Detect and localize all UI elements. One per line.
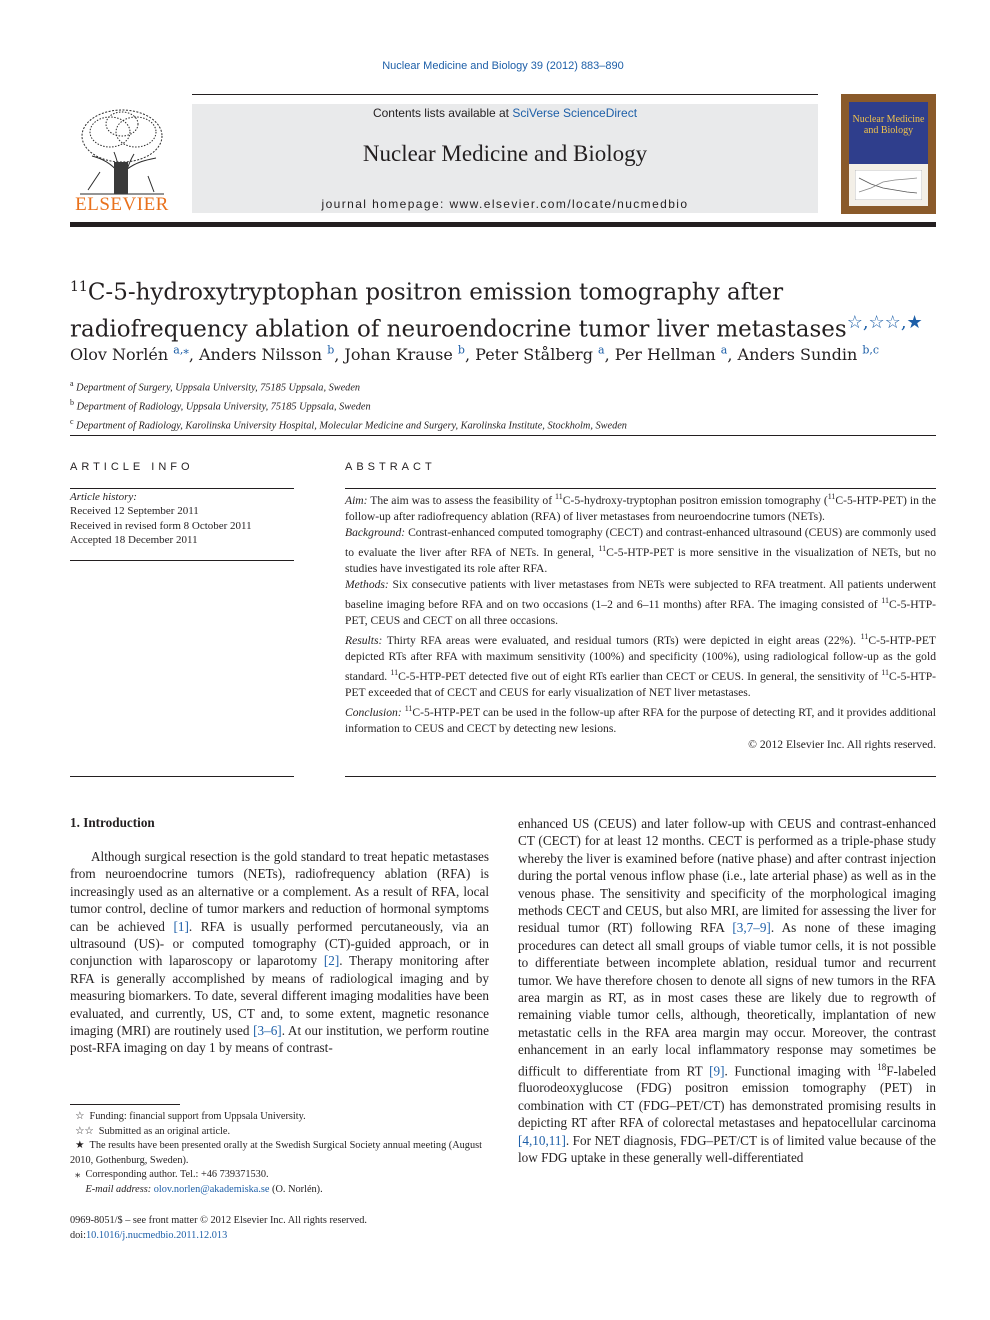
- intro-paragraph: Although surgical resection is the gold standard to treat hepatic metastases from neuroendocrine tumors (NETs), radiofrequency ablation (RFA) is increasingly used as an alternative or a complement. As a result of RFA, local tumor control, decline of tumor markers and reduction of hormonal symptoms can be achieved [1]. RFA is usually performed percutaneously, via an ultrasound (US)- or computed tomography (CT)-guided approach, or in conjunction with laparoscopy or laparotomy [2]. Therapy monitoring after RFA is generally accomplished by means of radiological imaging and by measuring biomarkers. To date, several different imaging modalities have been evaluated, and currently, US, CT and, to some extent, magnetic resonance imaging (MRI) are routinely used [3–6]. At our institution, we perform routine post-RFA imaging on day 1 by means of contrast-: [70, 849, 489, 1056]
- footnote-rule: [70, 1104, 180, 1105]
- front-matter: [70, 1214, 489, 1243]
- journal-title: Nuclear Medicine and Biology: [362, 141, 648, 166]
- introduction-heading: 1. Introduction: [70, 815, 155, 830]
- article-info-bottom-rule: [70, 560, 294, 561]
- body-column-right: [518, 815, 936, 1167]
- doi-link[interactable]: 10.1016/j.nucmedbio.2011.12.013: [86, 1229, 228, 1241]
- copyright-notice: © 2012 Elsevier Inc. All rights reserved.: [748, 738, 936, 752]
- title-isotope-superscript: 11: [70, 279, 88, 295]
- author-list: Olov Norlén $^{a,⁎}$, Anders Nilsson $^b$, Johan Krause $^b$, Peter Stålberg $^a$, Per Hellman $^a$, Anders Sundin $^{b,c}$: [70, 344, 880, 365]
- abstract-methods: Methods: Six consecutive patients with liver metastases from NETs were subjected to RFA treatment. All patients underwent baseline imaging before RFA and on two occasions (1–2 and 6–11 months) after RFA. The imaging consisted of $^{11}$C-5-HTP-PET, CEUS and CECT on all three occasions.: [345, 578, 936, 628]
- affiliation: $^c$ Department of Radiology, Karolinska University Hospital, Molecular Medicine and Surgery, Karolinska Institute, Stockholm, Sweden: [70, 416, 627, 432]
- contents-availability: [192, 106, 818, 120]
- footnote-presentation: ★ The results have been presented orally at the Swedish Surgical Society annual meeting (August 2010, Gothenburg, Sweden).: [70, 1140, 482, 1166]
- elsevier-wordmark: ELSEVIER: [75, 194, 169, 215]
- footnotes: [70, 1110, 489, 1197]
- abstract-conclusion: Conclusion: $^{11}$C-5-HTP-PET can be used in the follow-up after RFA for the purpose of detecting RT, and it provides additional information to CEUS and CECT by detecting new lesions.: [345, 704, 936, 736]
- abstract-heading: ABSTRACT: [345, 461, 436, 473]
- footnote-email: E-mail address: olov.norlen@akademiska.se (O. Norlén).: [85, 1183, 323, 1195]
- journal-reference[interactable]: Nuclear Medicine and Biology 39 (2012) 883–890: [382, 60, 624, 72]
- footnote-corresponding-author: ⁎ Corresponding author. Tel.: +46 739371530.: [75, 1169, 269, 1180]
- history-label: Article history:: [70, 491, 137, 503]
- title-footnote-stars[interactable]: ☆,☆☆,★: [846, 311, 923, 333]
- abstract-background: Background: Contrast-enhanced computed tomography (CECT) and contrast-enhanced ultrasound (CEUS) are commonly used to evaluate the liver after RFA of NETs. In general, $^{11}$C-5-HTP-PET is more sensitive in the visualization of NETs, but no studies have investigated its role after RFA.: [345, 526, 936, 576]
- article-info-rule: [70, 488, 294, 489]
- citation-link[interactable]: [2]: [323, 953, 340, 969]
- contents-prefix: Contents lists available at: [372, 106, 513, 120]
- header-thick-rule: [70, 222, 936, 227]
- author[interactable]: Peter Stålberg $^a$: [475, 344, 605, 365]
- intro-paragraph-continued: enhanced US (CEUS) and later follow-up with CEUS and contrast-enhanced CT (CECT) for at least 12 months. CECT is performed as a triple-phase study whereby the liver is examined before (native phase) and after contrast injection during the portal venous inflow phase (i.e., late arterial phase) as well as in the venous phase. The sensitivity and specificity of the morphological imaging methods CECT and CEUS, but also MRI, are limited for assessing the liver for residual tumor (RT) following RFA [3,7–9]. As none of these imaging procedures can detect all small groups of viable tumor cells, it is not possible to differentiate between incomplete ablation, residual tumor and recurrent tumor. We have therefore chosen to denote all signs of new tumors in the RFA area margin as RT, as in most cases these are likely due to regrowth of remaining viable tumor cells, although, theoretically, implantation of new metastatic cells in the RFA area margin may occur. Moreover, the contrast enhancement in an early local inflammatory response may sometimes be difficult to differentiate from RT [9]. Functional imaging with $^{18}$F-labeled fluorodeoxyglucose (FDG) positron emission tomography (PET) in combination with CT (FDG–PET/CT) has demonstrated promising results in depicting RT after RFA of colorectal metastases and hepatocellular carcinoma [4,10,11]. For NET diagnosis, FDG–PET/CT is of limited value because of the low FDG uptake in these generally well-differentiated: [518, 816, 936, 1166]
- abstract-end-rule: [345, 776, 936, 777]
- doi-line: doi:10.1016/j.nucmedbio.2011.12.013: [70, 1229, 228, 1241]
- affiliations: [70, 377, 936, 434]
- article-info-heading: ARTICLE INFO: [70, 461, 194, 473]
- body-column-left: [70, 848, 489, 1057]
- info-end-rule: [70, 776, 294, 777]
- footnote-submission: ☆☆ Submitted as an original article.: [75, 1125, 231, 1137]
- article-history: [70, 490, 294, 547]
- accepted-date: Accepted 18 December 2011: [70, 533, 198, 546]
- issn-line: 0969-8051/$ – see front matter © 2012 Elsevier Inc. All rights reserved.: [70, 1215, 367, 1226]
- cover-banner: [849, 102, 928, 164]
- abstract-results: Results: Thirty RFA areas were evaluated, and residual tumors (RTs) were depicted in eight areas (22%). $^{11}$C-5-HTP-PET depicted RTs after RFA with maximum sensitivity (100%) and specificity (100%), using radiological follow-up as the gold standard. $^{11}$C-5-HTP-PET detected five out of eight RTs earlier than CECT or CEUS. In general, the sensitivity of $^{11}$C-5-HTP-PET exceeded that of CECT and CEUS for early visualization of NET liver metastases.: [345, 632, 936, 700]
- cover-title: Nuclear Medicine and Biology: [852, 114, 925, 136]
- citation-link[interactable]: [3–6]: [253, 1023, 282, 1039]
- cover-page: [849, 102, 928, 206]
- author[interactable]: Anders Sundin $^{b,c}$: [737, 344, 880, 365]
- footnote-funding: ☆ Funding: financial support from Uppsala University.: [75, 1111, 306, 1122]
- title-block-rule: [70, 435, 936, 436]
- article-title: [70, 272, 936, 344]
- title-text: C-5-hydroxytryptophan positron emission tomography after radiofrequency ablation of neuroendocrine tumor liver metastases: [70, 279, 847, 343]
- revised-date: Received in revised form 8 October 2011: [70, 519, 252, 532]
- affiliation: $^b$ Department of Radiology, Uppsala University, 75185 Uppsala, Sweden: [70, 397, 371, 413]
- citation-link[interactable]: [4,10,11]: [518, 1132, 566, 1148]
- author[interactable]: Olov Norlén $^{a,⁎}$: [70, 344, 189, 365]
- masthead-top-rule: [192, 94, 818, 95]
- abstract-aim: Aim: The aim was to assess the feasibility of $^{11}$C-5-hydroxy-tryptophan positron emission tomography ($^{11}$C-5-HTP-PET) in the follow-up after radiofrequency ablation (RFA) of liver metastases from neuroendocrine tumors (NETs).: [345, 492, 936, 523]
- affiliation: $^a$ Department of Surgery, Uppsala University, 75185 Uppsala, Sweden: [70, 379, 361, 394]
- citation-link[interactable]: [9]: [709, 1063, 725, 1079]
- journal-cover-thumbnail[interactable]: [841, 94, 936, 214]
- author[interactable]: Johan Krause $^b$: [344, 344, 465, 365]
- author[interactable]: Per Hellman $^a$: [614, 344, 728, 365]
- author[interactable]: Anders Nilsson $^b$: [199, 344, 335, 365]
- email-link[interactable]: olov.norlen@akademiska.se: [153, 1183, 270, 1195]
- received-date: Received 12 September 2011: [70, 505, 199, 518]
- abstract-body: [345, 489, 936, 754]
- citation-link[interactable]: [3,7–9]: [732, 920, 771, 936]
- cover-graph-figure: [855, 170, 922, 200]
- sciencedirect-link[interactable]: SciVerse ScienceDirect: [512, 106, 638, 120]
- citation-link[interactable]: [1]: [173, 918, 189, 934]
- journal-homepage[interactable]: journal homepage: www.elsevier.com/locate/nucmedbio: [321, 197, 689, 211]
